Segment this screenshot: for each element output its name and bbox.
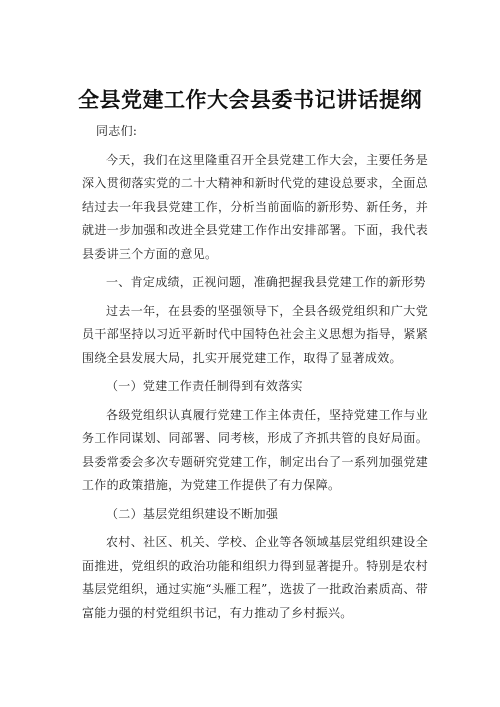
subsection-1-heading: （一）党建工作责任制得到有效落实 <box>106 379 303 393</box>
subsection-2-paragraph: 农村、社区、机关、学校、企业等各领域基层党组织建设全面推进，党组织的政治功能和组织力得到显著提升。特别是农村基层党组织，通过实施“头雁工程”，选拔了一批政治素质高、带富能力强的村党组织书记，有力推动了乡村振兴。 <box>82 535 428 620</box>
intro-paragraph: 今天，我们在这里隆重召开全县党建工作大会，主要任务是深入贯彻落实党的二十大精神和新时代党的建设总要求，全面总结过去一年我县党建工作，分析当前面临的新形势、新任务，并就进一步加强和改进全县党建工作作出安排部署。下面，我代表县委讲三个方面的意见。 <box>82 152 428 261</box>
subsection-1-paragraph: 各级党组织认真履行党建工作主体责任，坚持党建工作与业务工作同谋划、同部署、同考核，形成了齐抓共管的良好局面。县委常委会多次专题研究党建工作，制定出台了一系列加强党建工作的政策措施，为党建工作提供了有力保障。 <box>82 407 428 492</box>
section-1-paragraph: 过去一年，在县委的坚强领导下，全县各级党组织和广大党员干部坚持以习近平新时代中国特色社会主义思想为指导，紧紧围绕全县发展大局，扎实开展党建工作，取得了显著成效。 <box>82 303 428 365</box>
salutation: 同志们: <box>96 124 138 138</box>
document-title: 全县党建工作大会县委书记讲话提纲 <box>78 88 422 112</box>
subsection-2-heading: （二）基层党组织建设不断加强 <box>106 506 279 521</box>
document-body <box>82 120 428 630</box>
section-1-heading: 一、肯定成绩，正视问题，准确把握我县党建工作的新形势 <box>106 275 426 289</box>
